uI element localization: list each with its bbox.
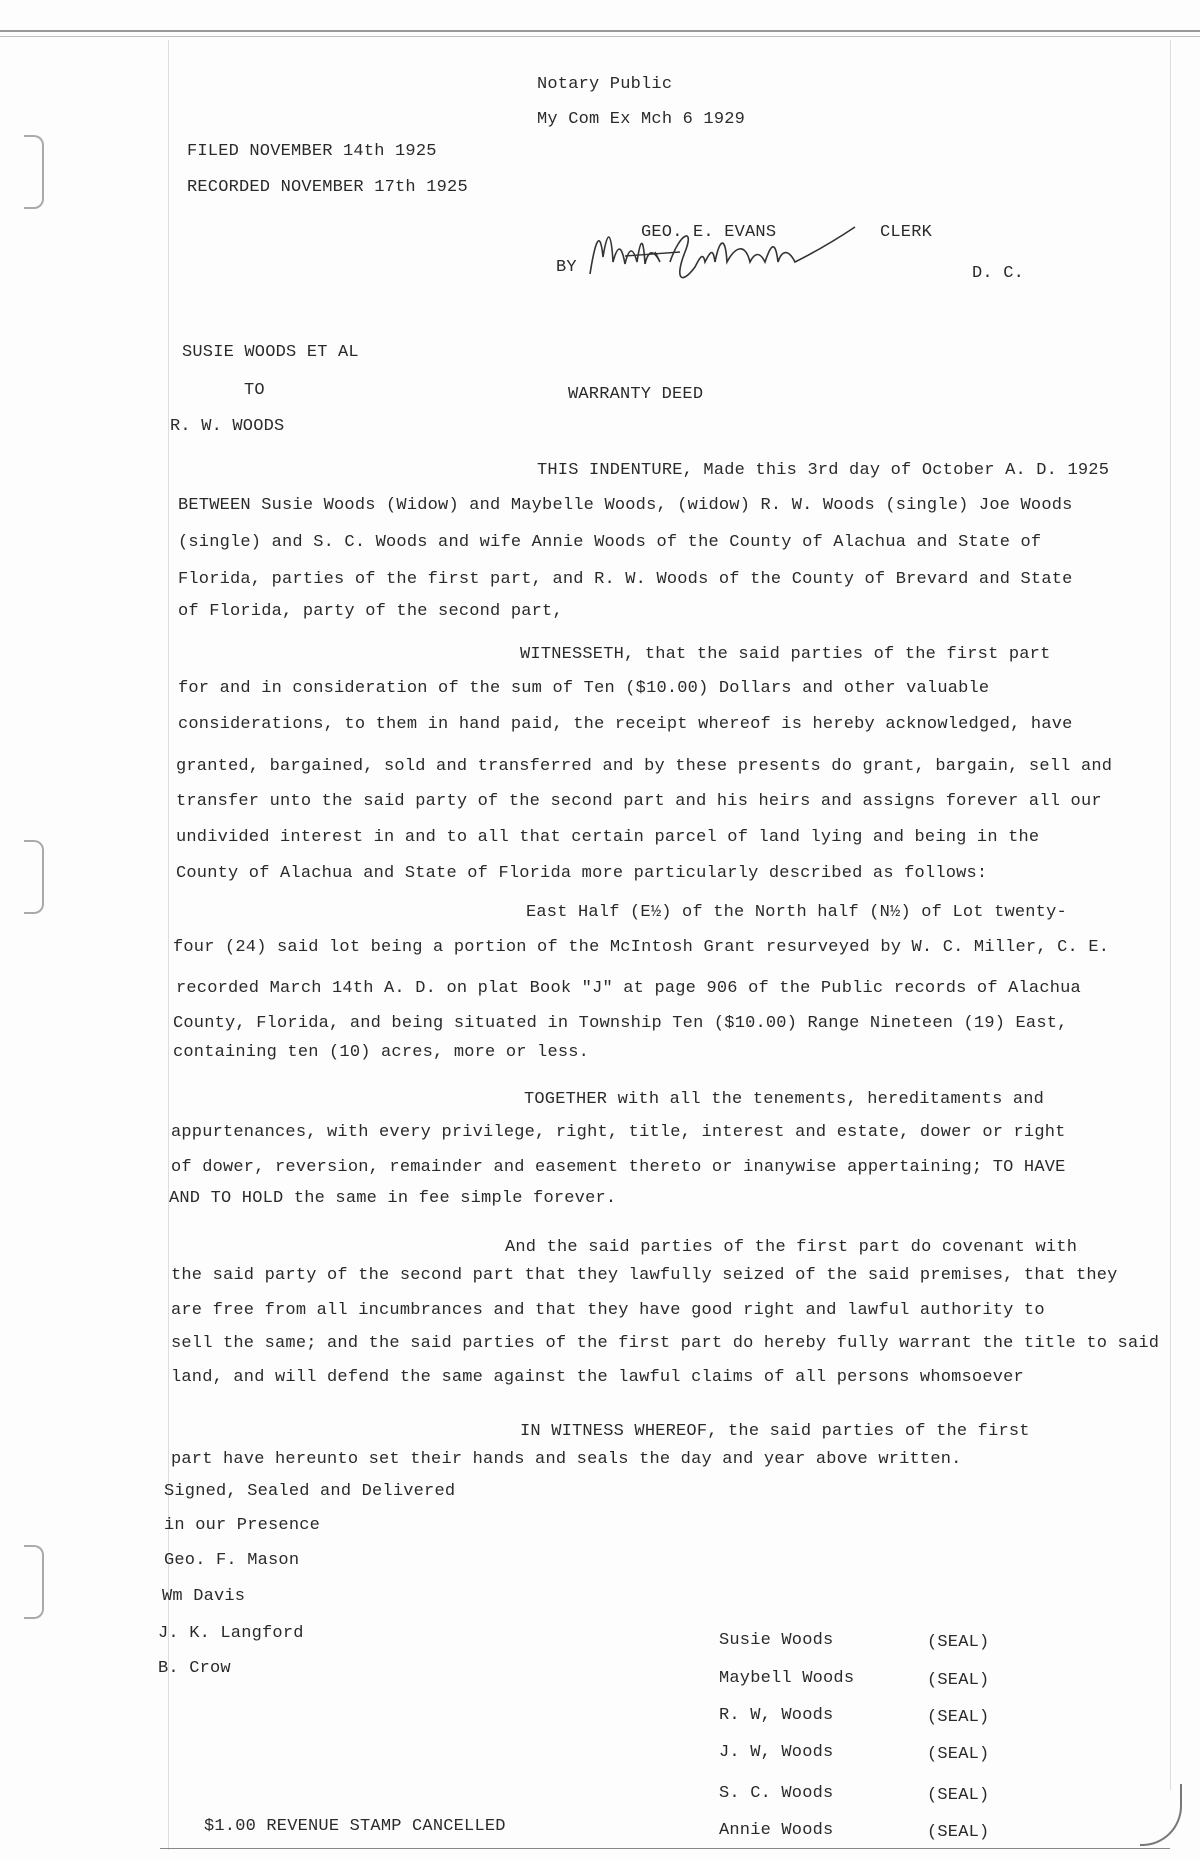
filed-date: FILED NOVEMBER 14th 1925 — [187, 142, 437, 161]
witness-heading: Signed, Sealed and Delivered — [164, 1482, 456, 1501]
signer-name: Annie Woods — [719, 1821, 834, 1840]
by-label: BY — [556, 258, 577, 277]
binder-hole-mark — [24, 840, 44, 914]
deed-line: TOGETHER with all the tenements, hereditaments and — [524, 1090, 1045, 1109]
deed-line: BETWEEN Susie Woods (Widow) and Maybelle Woods, (widow) R. W. Woods (single) Joe Woods — [178, 496, 1073, 515]
deed-line: And the said parties of the first part do covenant with — [505, 1238, 1078, 1257]
witness-name: J. K. Langford — [158, 1624, 304, 1643]
deed-line: of Florida, party of the second part, — [178, 602, 563, 621]
deed-line: recorded March 14th A. D. on plat Book "J" at page 906 of the Public records of Alachua — [176, 979, 1081, 998]
deed-line: of dower, reversion, remainder and easement thereto or inanywise appertaining; TO HAVE — [171, 1158, 1066, 1177]
signer-name: Susie Woods — [719, 1631, 834, 1650]
deed-line: THIS INDENTURE, Made this 3rd day of October A. D. 1925 — [537, 461, 1110, 480]
witness-name: B. Crow — [158, 1659, 231, 1678]
page-bottom-edge — [160, 1848, 1170, 1849]
seal-label: (SEAL) — [927, 1708, 990, 1727]
clerk-name: GEO. E. EVANS — [641, 223, 777, 242]
deed-line: County of Alachua and State of Florida more particularly described as follows: — [176, 864, 988, 883]
witness-name: Wm Davis — [162, 1587, 246, 1606]
deed-line: land, and will defend the same against the lawful claims of all persons whomsoever — [171, 1368, 1024, 1387]
deed-line: granted, bargained, sold and transferred and by these presents do grant, bargain, sell and — [176, 757, 1113, 776]
seal-label: (SEAL) — [927, 1786, 990, 1805]
grantor-heading: SUSIE WOODS ET AL — [182, 343, 359, 362]
seal-label: (SEAL) — [927, 1823, 990, 1842]
notary-public: Notary Public — [537, 75, 673, 94]
deed-line: County, Florida, and being situated in Township Ten ($10.00) Range Nineteen (19) East, — [173, 1014, 1068, 1033]
page-top-border — [0, 30, 1200, 37]
deed-line: part have hereunto set their hands and seals the day and year above written. — [171, 1450, 962, 1469]
deed-line: appurtenances, with every privilege, right, title, interest and estate, dower or right — [171, 1123, 1066, 1142]
deputy-clerk-label: D. C. — [972, 264, 1025, 283]
signer-name: R. W, Woods — [719, 1706, 834, 1725]
deputy-clerk-signature — [585, 222, 925, 292]
page-corner-curl — [1140, 1784, 1182, 1846]
revenue-stamp-note: $1.00 REVENUE STAMP CANCELLED — [204, 1817, 506, 1836]
seal-label: (SEAL) — [927, 1745, 990, 1764]
recorded-date: RECORDED NOVEMBER 17th 1925 — [187, 178, 468, 197]
deed-line: IN WITNESS WHEREOF, the said parties of the first — [520, 1422, 1030, 1441]
left-margin-line — [168, 40, 169, 1850]
deed-line: containing ten (10) acres, more or less. — [173, 1043, 590, 1062]
document-title: WARRANTY DEED — [568, 385, 704, 404]
deed-line: East Half (E½) of the North half (N½) of Lot twenty- — [526, 903, 1067, 922]
deed-line: considerations, to them in hand paid, the receipt whereof is hereby acknowledged, have — [178, 715, 1073, 734]
deed-line: WITNESSETH, that the said parties of the first part — [520, 645, 1051, 664]
deed-line: are free from all incumbrances and that they have good right and lawful authority to — [171, 1301, 1045, 1320]
seal-label: (SEAL) — [927, 1671, 990, 1690]
signer-name: S. C. Woods — [719, 1784, 834, 1803]
deed-line: Florida, parties of the first part, and R. W. Woods of the County of Brevard and State — [178, 570, 1073, 589]
witness-name: Geo. F. Mason — [164, 1551, 300, 1570]
seal-label: (SEAL) — [927, 1633, 990, 1652]
deed-line: the said party of the second part that they lawfully seized of the said premises, that they — [171, 1266, 1118, 1285]
deed-line: sell the same; and the said parties of the first part do hereby fully warrant the title to said — [171, 1334, 1160, 1353]
to-label: TO — [244, 381, 265, 400]
commission-expiry: My Com Ex Mch 6 1929 — [537, 110, 746, 129]
grantee-heading: R. W. WOODS — [170, 417, 285, 436]
signer-name: J. W, Woods — [719, 1743, 834, 1762]
deed-line: transfer unto the said party of the second part and his heirs and assigns forever all our — [176, 792, 1102, 811]
deed-line: AND TO HOLD the same in fee simple forever. — [169, 1189, 617, 1208]
deed-line: undivided interest in and to all that certain parcel of land lying and being in the — [176, 828, 1040, 847]
binder-hole-mark — [24, 135, 44, 209]
deed-line: for and in consideration of the sum of Ten ($10.00) Dollars and other valuable — [178, 679, 990, 698]
binder-hole-mark — [24, 1545, 44, 1619]
deed-line: four (24) said lot being a portion of the McIntosh Grant resurveyed by W. C. Miller, C. E. — [173, 938, 1110, 957]
signer-name: Maybell Woods — [719, 1669, 855, 1688]
right-margin-line — [1170, 40, 1171, 1790]
clerk-title: CLERK — [880, 223, 933, 242]
deed-line: (single) and S. C. Woods and wife Annie Woods of the County of Alachua and State of — [178, 533, 1042, 552]
witness-heading: in our Presence — [164, 1516, 321, 1535]
